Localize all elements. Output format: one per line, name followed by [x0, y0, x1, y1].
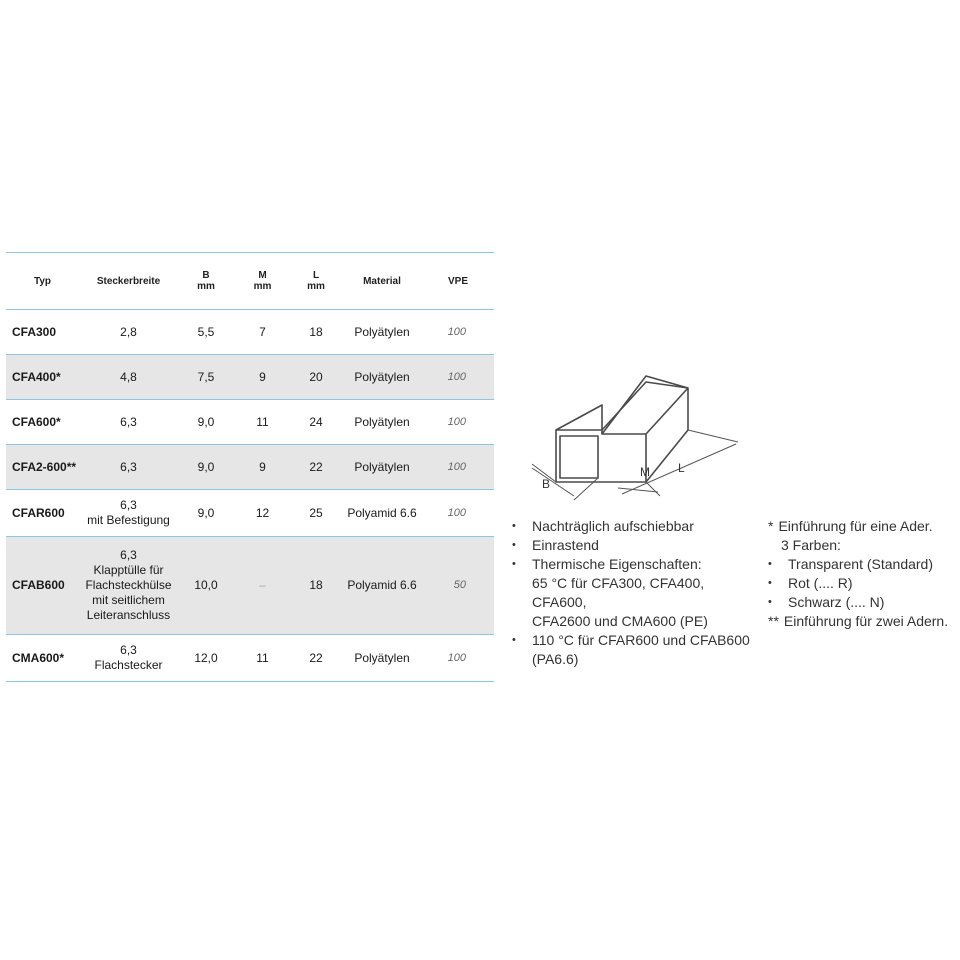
cell-b: 12,0 [177, 635, 235, 682]
cell-typ: CMA600* [6, 635, 80, 682]
table-body [6, 310, 494, 682]
steckerbreite-line: 6,3 [120, 548, 137, 562]
spec-table [6, 252, 494, 682]
note-line: CFA2600 und CMA600 (PE) [532, 613, 708, 629]
color-option-label: Schwarz (.... N) [788, 594, 885, 610]
feature-note [512, 555, 762, 631]
table-row [6, 310, 494, 355]
cell-b: 9,0 [177, 400, 235, 445]
cell-m: 12 [235, 490, 290, 537]
cell-steckerbreite [80, 635, 177, 682]
colors-title: 3 Farben: [781, 537, 841, 553]
steckerbreite-line: Flachstecker [94, 658, 163, 672]
steckerbreite-line: mit seitlichem [92, 593, 165, 607]
connector-front-opening [560, 436, 598, 478]
connector-outline [556, 376, 688, 482]
cell-m: 11 [235, 400, 290, 445]
footnote-two-wires: ** Einführung für zwei Adern. [768, 613, 949, 629]
table-row [6, 355, 494, 400]
color-option [768, 593, 960, 612]
footnote-single-wire: * Einführung für eine Ader. [768, 518, 933, 534]
color-list [768, 555, 960, 612]
note-line: (PA6.6) [532, 651, 579, 667]
table-header-row [6, 253, 494, 310]
cell-vpe: 100 [422, 355, 494, 400]
cell-b: 7,5 [177, 355, 235, 400]
connector-top-ridge [556, 382, 688, 430]
cell-steckerbreite [80, 355, 177, 400]
bullet-icon: • [512, 539, 516, 551]
cell-steckerbreite [80, 490, 177, 537]
steckerbreite-line: 4,8 [120, 369, 137, 384]
header-l: L mm [307, 270, 325, 292]
cell-l: 18 [290, 537, 342, 635]
cell-steckerbreite [80, 445, 177, 490]
cell-typ: CFAR600 [6, 490, 80, 537]
bullet-icon: • [768, 596, 772, 608]
cell-material: Polyätylen [342, 635, 422, 682]
header-vpe: VPE [447, 275, 468, 287]
color-option [768, 574, 960, 593]
footnotes [768, 517, 960, 631]
cell-l: 20 [290, 355, 342, 400]
cell-vpe: 100 [422, 490, 494, 537]
header-typ: Typ [34, 275, 52, 287]
header-material: Material [363, 275, 401, 287]
bullet-icon: • [512, 520, 516, 532]
cell-vpe: 100 [422, 445, 494, 490]
cell-material: Polyamid 6.6 [342, 490, 422, 537]
bullet-icon: • [768, 577, 772, 589]
dim-l-ext [688, 430, 738, 442]
cell-material: Polyätylen [342, 445, 422, 490]
cell-b: 10,0 [177, 537, 235, 635]
cell-material: Polyamid 6.6 [342, 537, 422, 635]
steckerbreite-line: 6,3 [120, 414, 137, 429]
cell-l: 22 [290, 635, 342, 682]
steckerbreite-line: 6,3 [120, 459, 137, 474]
cell-typ: CFA300 [6, 310, 80, 355]
cell-vpe: 100 [422, 635, 494, 682]
cell-vpe: 50 [422, 537, 494, 635]
table-row [6, 537, 494, 635]
cell-typ: CFA600* [6, 400, 80, 445]
note-line: Einrastend [532, 537, 599, 553]
steckerbreite-line: 6,3 [120, 643, 137, 657]
feature-note [512, 517, 762, 536]
cell-m: 11 [235, 635, 290, 682]
header-b: B mm [197, 270, 215, 292]
cell-steckerbreite [80, 537, 177, 635]
table-row [6, 490, 494, 537]
feature-notes [512, 517, 762, 669]
label-b: B [542, 477, 551, 491]
cell-b: 9,0 [177, 490, 235, 537]
cell-l: 24 [290, 400, 342, 445]
cell-vpe: 100 [422, 310, 494, 355]
table-row [6, 635, 494, 682]
cell-typ: CFA2-600** [6, 445, 80, 490]
cell-b: 9,0 [177, 445, 235, 490]
steckerbreite-line: Klapptülle für [93, 563, 164, 577]
note-line: 110 °C für CFAR600 und CFAB600 [532, 632, 750, 648]
dim-m-ext [646, 482, 660, 496]
cell-steckerbreite [80, 400, 177, 445]
label-l: L [678, 461, 685, 475]
cell-steckerbreite [80, 310, 177, 355]
steckerbreite-line: 6,3 [120, 498, 137, 512]
cell-l: 22 [290, 445, 342, 490]
cell-material: Polyätylen [342, 355, 422, 400]
label-m: M [640, 465, 650, 479]
steckerbreite-line: Flachsteckhülse [85, 578, 172, 592]
color-option-label: Transparent (Standard) [788, 556, 933, 572]
cell-vpe: 100 [422, 400, 494, 445]
header-steckerbreite: Steckerbreite [96, 275, 161, 287]
steckerbreite-line: mit Befestigung [87, 513, 170, 527]
bullet-icon: • [768, 558, 772, 570]
cell-material: Polyätylen [342, 310, 422, 355]
cell-l: 25 [290, 490, 342, 537]
connector-dimension-diagram [510, 360, 760, 510]
color-option [768, 555, 960, 574]
note-line: 65 °C für CFA300, CFA400, CFA600, [532, 575, 705, 610]
cell-m: 9 [235, 355, 290, 400]
cell-m: 9 [235, 445, 290, 490]
header-m: M mm [253, 270, 272, 292]
steckerbreite-line: Leiteranschluss [86, 608, 171, 622]
cell-typ: CFAB600 [6, 537, 80, 635]
feature-note [512, 536, 762, 555]
connector-side-edge [646, 388, 688, 434]
cell-b: 5,5 [177, 310, 235, 355]
cell-m: – [235, 537, 290, 635]
note-line: Nachträglich aufschiebbar [532, 518, 694, 534]
cell-typ: CFA400* [6, 355, 80, 400]
color-option-label: Rot (.... R) [788, 575, 853, 591]
cell-l: 18 [290, 310, 342, 355]
bullet-icon: • [512, 558, 516, 570]
table-row [6, 400, 494, 445]
bullet-icon: • [512, 634, 516, 646]
cell-m: 7 [235, 310, 290, 355]
feature-note [512, 631, 762, 669]
steckerbreite-line: 2,8 [120, 324, 137, 339]
cell-material: Polyätylen [342, 400, 422, 445]
table-row [6, 445, 494, 490]
note-line: Thermische Eigenschaften: [532, 556, 702, 572]
